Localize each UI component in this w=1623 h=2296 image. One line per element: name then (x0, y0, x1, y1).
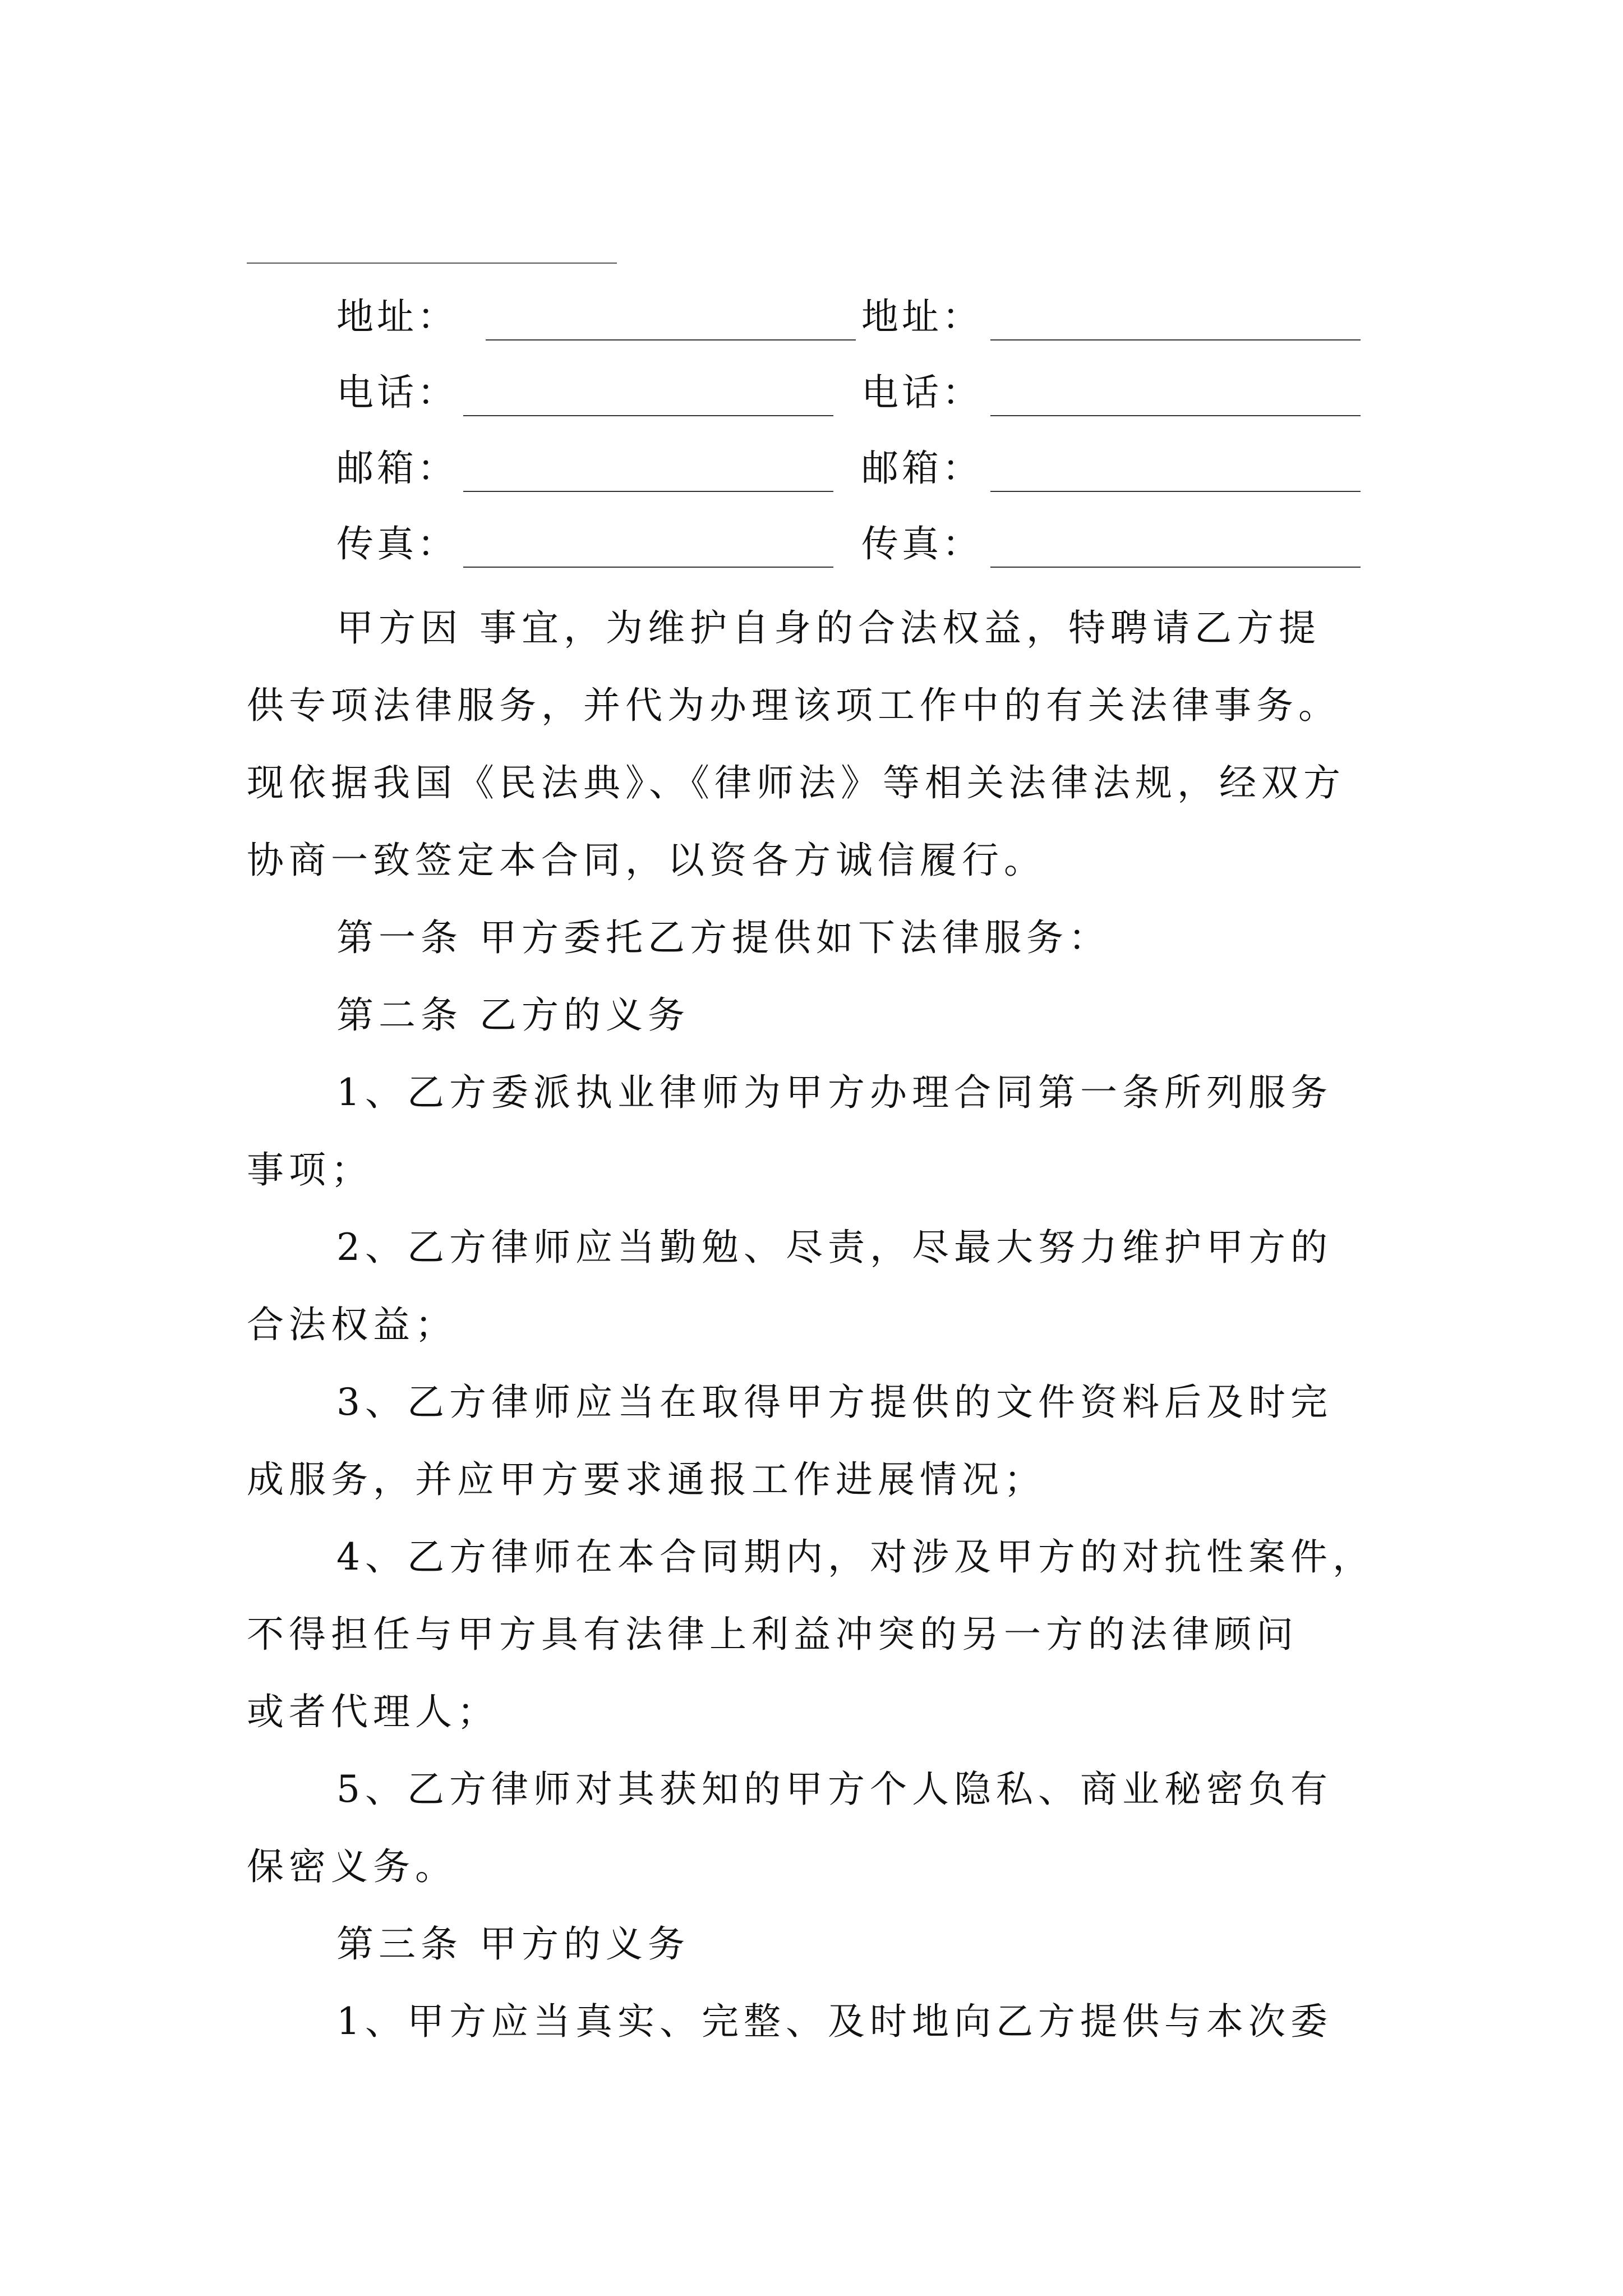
article-2-item-3-line-2: 成服务，并应甲方要求通报工作进展情况； (247, 1458, 1046, 1501)
article-2-item-4-line-2: 不得担任与甲方具有法律上利益冲突的另一方的法律顾问 (247, 1613, 1298, 1656)
intro-line-2: 供专项法律服务，并代为办理该项工作中的有关法律事务。 (247, 684, 1340, 727)
article-2-item-5-line-1: 5、乙方律师对其获知的甲方个人隐私、商业秘密负有 (336, 1768, 1332, 1811)
article-1-heading: 第一条 甲方委托乙方提供如下法律服务： (336, 916, 1110, 959)
party-b-fax-label: 传真： (861, 522, 983, 565)
party-b-address-label: 地址： (861, 295, 983, 338)
party-b-address-field[interactable] (990, 339, 1361, 341)
article-2-item-1-line-1: 1、乙方委派执业律师为甲方办理合同第一条所列服务 (336, 1071, 1332, 1114)
intro-line-1: 甲方因 事宜，为维护自身的合法权益，特聘请乙方提 (336, 606, 1321, 650)
contact-row-fax (336, 510, 1402, 578)
party-a-address-label: 地址： (336, 295, 458, 338)
intro-line-3: 现依据我国《民法典》、《律师法》等相关法律法规，经双方 (247, 761, 1345, 804)
article-2-item-2-line-2: 合法权益； (247, 1303, 457, 1346)
contact-row-address (336, 283, 1402, 351)
top-divider (247, 263, 617, 264)
party-b-phone-field[interactable] (990, 415, 1361, 416)
party-b-phone-label: 电话： (861, 371, 983, 414)
article-2-heading: 第二条 乙方的义务 (336, 993, 690, 1037)
article-2-item-4-line-1: 4、乙方律师在本合同期内，对涉及甲方的对抗性案件， (336, 1535, 1375, 1579)
party-a-address-field[interactable] (486, 339, 856, 341)
contact-row-phone (336, 359, 1402, 426)
party-a-fax-field[interactable] (463, 567, 833, 568)
article-2-item-3-line-1: 3、乙方律师应当在取得甲方提供的文件资料后及时完 (336, 1381, 1332, 1424)
article-3-heading: 第三条 甲方的义务 (336, 1922, 690, 1966)
party-a-email-field[interactable] (463, 491, 833, 492)
party-a-fax-label: 传真： (336, 522, 458, 565)
party-a-phone-field[interactable] (463, 415, 833, 416)
intro-line-4: 协商一致签定本合同，以资各方诚信履行。 (247, 839, 1046, 882)
contact-row-email (336, 435, 1402, 502)
party-b-email-label: 邮箱： (861, 447, 983, 490)
article-2-item-4-line-3: 或者代理人； (247, 1690, 499, 1733)
party-a-phone-label: 电话： (336, 371, 458, 414)
party-a-email-label: 邮箱： (336, 447, 458, 490)
article-3-item-1-line-1: 1、甲方应当真实、完整、及时地向乙方提供与本次委 (336, 2000, 1332, 2043)
article-2-item-5-line-2: 保密义务。 (247, 1845, 457, 1888)
article-2-item-2-line-1: 2、乙方律师应当勤勉、尽责，尽最大努力维护甲方的 (336, 1226, 1332, 1269)
article-2-item-1-line-2: 事项； (247, 1148, 373, 1191)
party-b-fax-field[interactable] (990, 567, 1361, 568)
party-b-email-field[interactable] (990, 491, 1361, 492)
